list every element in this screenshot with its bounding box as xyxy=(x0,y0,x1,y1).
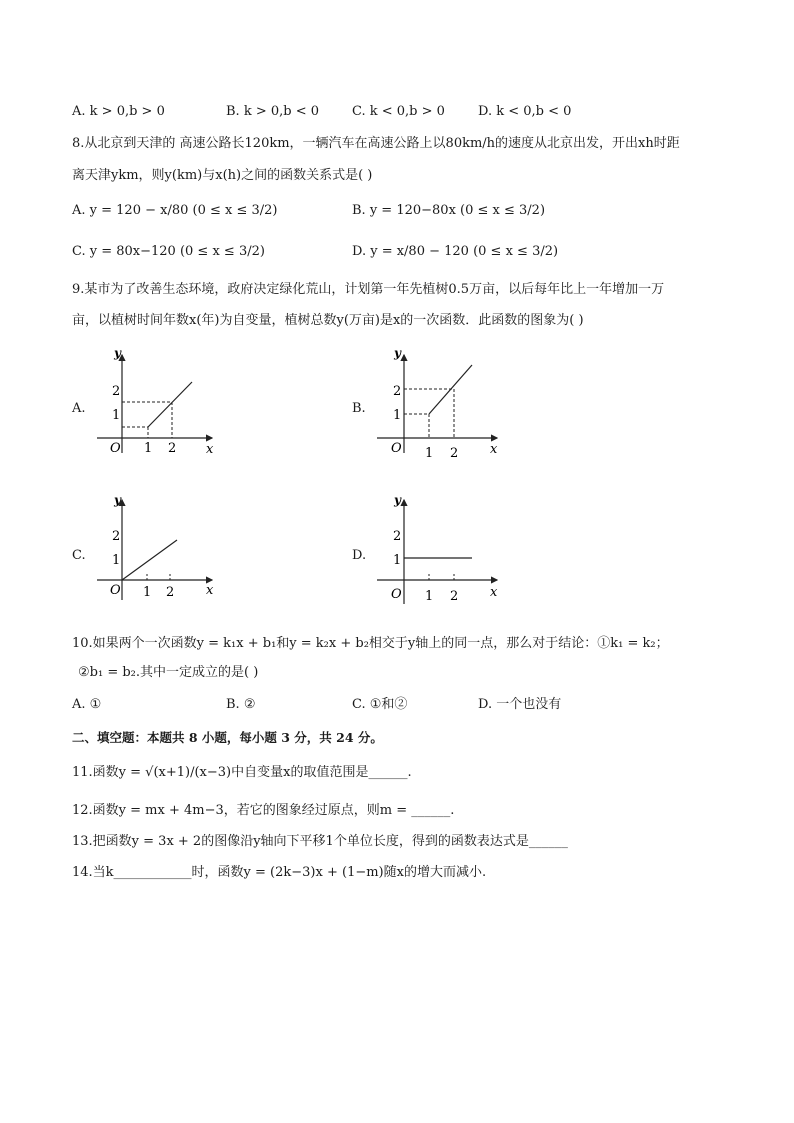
axis-x-label: x xyxy=(490,442,498,457)
q8-stem-line2: 离天津ykm，则y(km)与x(h)之间的函数关系式是( ) xyxy=(72,168,373,183)
tick-y-1: 1 xyxy=(393,408,402,423)
tick-x-1: 1 xyxy=(143,585,152,600)
origin-label: O xyxy=(391,587,402,602)
tick-y-1: 1 xyxy=(393,553,402,568)
q9-label-a: A. xyxy=(72,401,86,416)
axis-y-label: y xyxy=(114,346,121,360)
q10-stem-line1: 10.如果两个一次函数y = k₁x + b₁和y = k₂x + b₂相交于y轴上的同一点，那么对于结论：①k₁ = k₂； xyxy=(72,636,669,651)
origin-label: O xyxy=(110,441,121,456)
tick-x-2: 2 xyxy=(168,441,177,456)
q9-stem-line2: 亩，以植树时间年数x(年)为自变量，植树总数y(万亩)是x的一次函数．此函数的图象为( ) xyxy=(72,313,584,328)
tick-y-2: 2 xyxy=(393,529,402,544)
tick-x-1: 1 xyxy=(425,589,434,604)
tick-y-2: 2 xyxy=(393,384,402,399)
q8-option-d: D. y = x/80 − 120 (0 ≤ x ≤ 3/2) xyxy=(352,244,559,259)
tick-y-1: 1 xyxy=(112,408,121,423)
q14-text: 14.当k____________时，函数y = (2k−3)x + (1−m)随x的增大而减小. xyxy=(72,865,487,880)
q9-label-d: D. xyxy=(352,548,367,563)
q8-option-a: A. y = 120 − x/80 (0 ≤ x ≤ 3/2) xyxy=(72,203,278,218)
q10-option-a: A. ① xyxy=(72,697,102,712)
tick-x-1: 1 xyxy=(425,446,434,460)
tick-y-2: 2 xyxy=(112,529,121,544)
tick-x-2: 2 xyxy=(450,589,459,604)
q7-option-a: A. k > 0,b > 0 xyxy=(72,104,165,119)
q11-text: 11.函数y = √(x+1)/(x−3)中自变量x的取值范围是______. xyxy=(72,765,412,780)
tick-x-2: 2 xyxy=(166,585,175,600)
q9-graph-a xyxy=(92,345,222,464)
tick-y-2: 2 xyxy=(112,384,121,399)
q9-graph-d xyxy=(372,492,507,611)
tick-y-1: 1 xyxy=(112,553,121,568)
q9-label-b: B. xyxy=(352,401,366,416)
q7-option-b: B. k > 0,b < 0 xyxy=(226,104,320,119)
q13-text: 13.把函数y = 3x + 2的图像沿y轴向下平移1个单位长度，得到的函数表达式是______ xyxy=(72,834,568,849)
q8-option-b: B. y = 120−80x (0 ≤ x ≤ 3/2) xyxy=(352,203,546,218)
q10-option-d: D. 一个也没有 xyxy=(478,697,562,712)
q12-text: 12.函数y = mx + 4m−3，若它的图象经过原点，则m = ______. xyxy=(72,803,455,818)
section-heading-fill-in: 二、填空题：本题共 8 小题，每小题 3 分，共 24 分。 xyxy=(72,730,383,745)
axis-x-label: x xyxy=(206,442,214,457)
q9-stem-line1: 9.某市为了改善生态环境，政府决定绿化荒山，计划第一年先植树0.5万亩，以后每年比上一年增加一万 xyxy=(72,282,665,297)
axis-y-label: y xyxy=(394,493,401,507)
q9-graph-b xyxy=(372,345,507,464)
axis-x-label: x xyxy=(490,585,498,600)
q9-graph-c xyxy=(92,492,222,611)
q10-option-b: B. ② xyxy=(226,697,256,712)
axis-y-label: y xyxy=(114,493,121,507)
q10-stem-line2: ②b₁ = b₂.其中一定成立的是( ) xyxy=(78,665,259,680)
q7-option-c: C. k < 0,b > 0 xyxy=(352,104,445,119)
origin-label: O xyxy=(110,583,121,598)
q8-stem-line1: 8.从北京到天津的 高速公路长120km，一辆汽车在高速公路上以80km/h的速度从北京出发，开出xh时距 xyxy=(72,136,680,151)
q7-option-d: D. k < 0,b < 0 xyxy=(478,104,572,119)
q10-option-c: C. ①和② xyxy=(352,697,408,712)
origin-label: O xyxy=(391,441,402,456)
axis-x-label: x xyxy=(206,583,214,598)
tick-x-1: 1 xyxy=(144,441,153,456)
tick-x-2: 2 xyxy=(450,446,459,460)
axis-y-label: y xyxy=(394,346,401,360)
q8-option-c: C. y = 80x−120 (0 ≤ x ≤ 3/2) xyxy=(72,244,265,259)
q9-label-c: C. xyxy=(72,548,86,563)
